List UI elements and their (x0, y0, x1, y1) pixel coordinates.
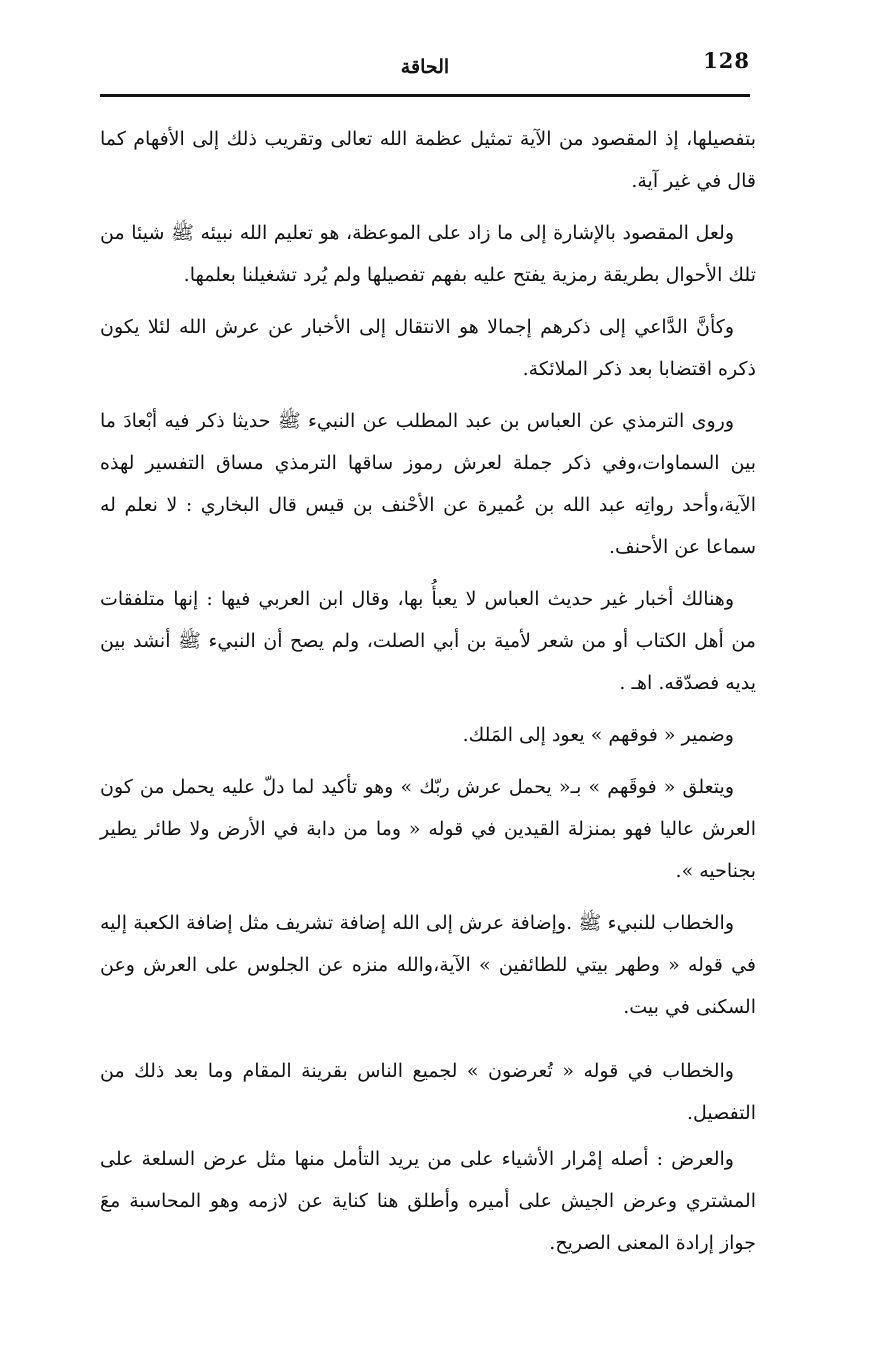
header-rule (100, 94, 750, 97)
paragraph: وهنالك أخبار غير حديث العباس لا يعبأُ بها، وقال ابن العربي فيها : إنها متلفقات من أهل الكتاب أو من شعر لأمية بن أبي الصلت، ولم يصح أن النبيء ﷺ أنشد بين يديه فصدّقه. اهـ . (100, 588, 756, 694)
paragraph: ولعل المقصود بالإشارة إلى ما زاد على الموعظة، هو تعليم الله نبيئه ﷺ شيئا من تلك الأحوال بطريقة رمزية يفتح عليه بفهم تفصيلها ولم يُرد تشغيلنا بعلمها. (100, 222, 756, 286)
running-head: الحاقة (400, 56, 450, 78)
paragraph: وكأنَّ الدَّاعي إلى ذكرهم إجمالا هو الانتقال إلى الأخبار عن عرش الله لئلا يكون ذكره اقتضابا بعد ذكر الملائكة. (100, 316, 756, 380)
page-number: 128 (703, 48, 750, 73)
paragraph: والخطاب للنبيء ﷺ .وإضافة عرش إلى الله إضافة تشريف مثل إضافة الكعبة إليه في قوله « وطهر بيتي للطائفين » الآية،والله منزه عن الجلوس على العرش وعن السكنى في بيت. (100, 912, 756, 1018)
paragraph: ويتعلق « فوقَهم » بـ« يحمل عرش ربّك » وهو تأكيد لما دلّ عليه يحمل من كون العرش عاليا فهو بمنزلة القيدين في قوله « وما من دابة في الأرض ولا طائر يطير بجناحيه ». (100, 776, 756, 882)
paragraph: وروى الترمذي عن العباس بن عبد المطلب عن النبيء ﷺ حديثا ذكر فيه أبْعادَ ما بين السماوات،وفي ذكر جملة لعرش رموز ساقها الترمذي مساق التفسير لهذه الآية،وأحد رواتِه عبد الله بن عُميرة عن الأحْنف بن قيس قال البخاري : لا نعلم له سماعا عن الأحنف. (100, 410, 756, 558)
paragraph: وضمير « فوقهم » يعود إلى المَلك. (462, 724, 734, 746)
paragraph-continuation: بتفصيلها، إذ المقصود من الآية تمثيل عظمة الله تعالى وتقريب ذلك إلى الأفهام كما قال في غير آية. (100, 128, 756, 192)
paragraph: والعرض : أصله إمْرار الأشياء على من يريد التأمل منها مثل عرض السلعة على المشتري وعرض الجيش على أميره وأطلق هنا كناية عن لازمه وهو المحاسبة معَ جواز إرادة المعنى الصريح. (100, 1148, 756, 1254)
page-body (100, 118, 756, 1274)
paragraph: والخطاب في قوله « تُعرضون » لجميع الناس بقرينة المقام وما بعد ذلك من التفصيل. (100, 1060, 756, 1124)
page-header (100, 40, 750, 96)
